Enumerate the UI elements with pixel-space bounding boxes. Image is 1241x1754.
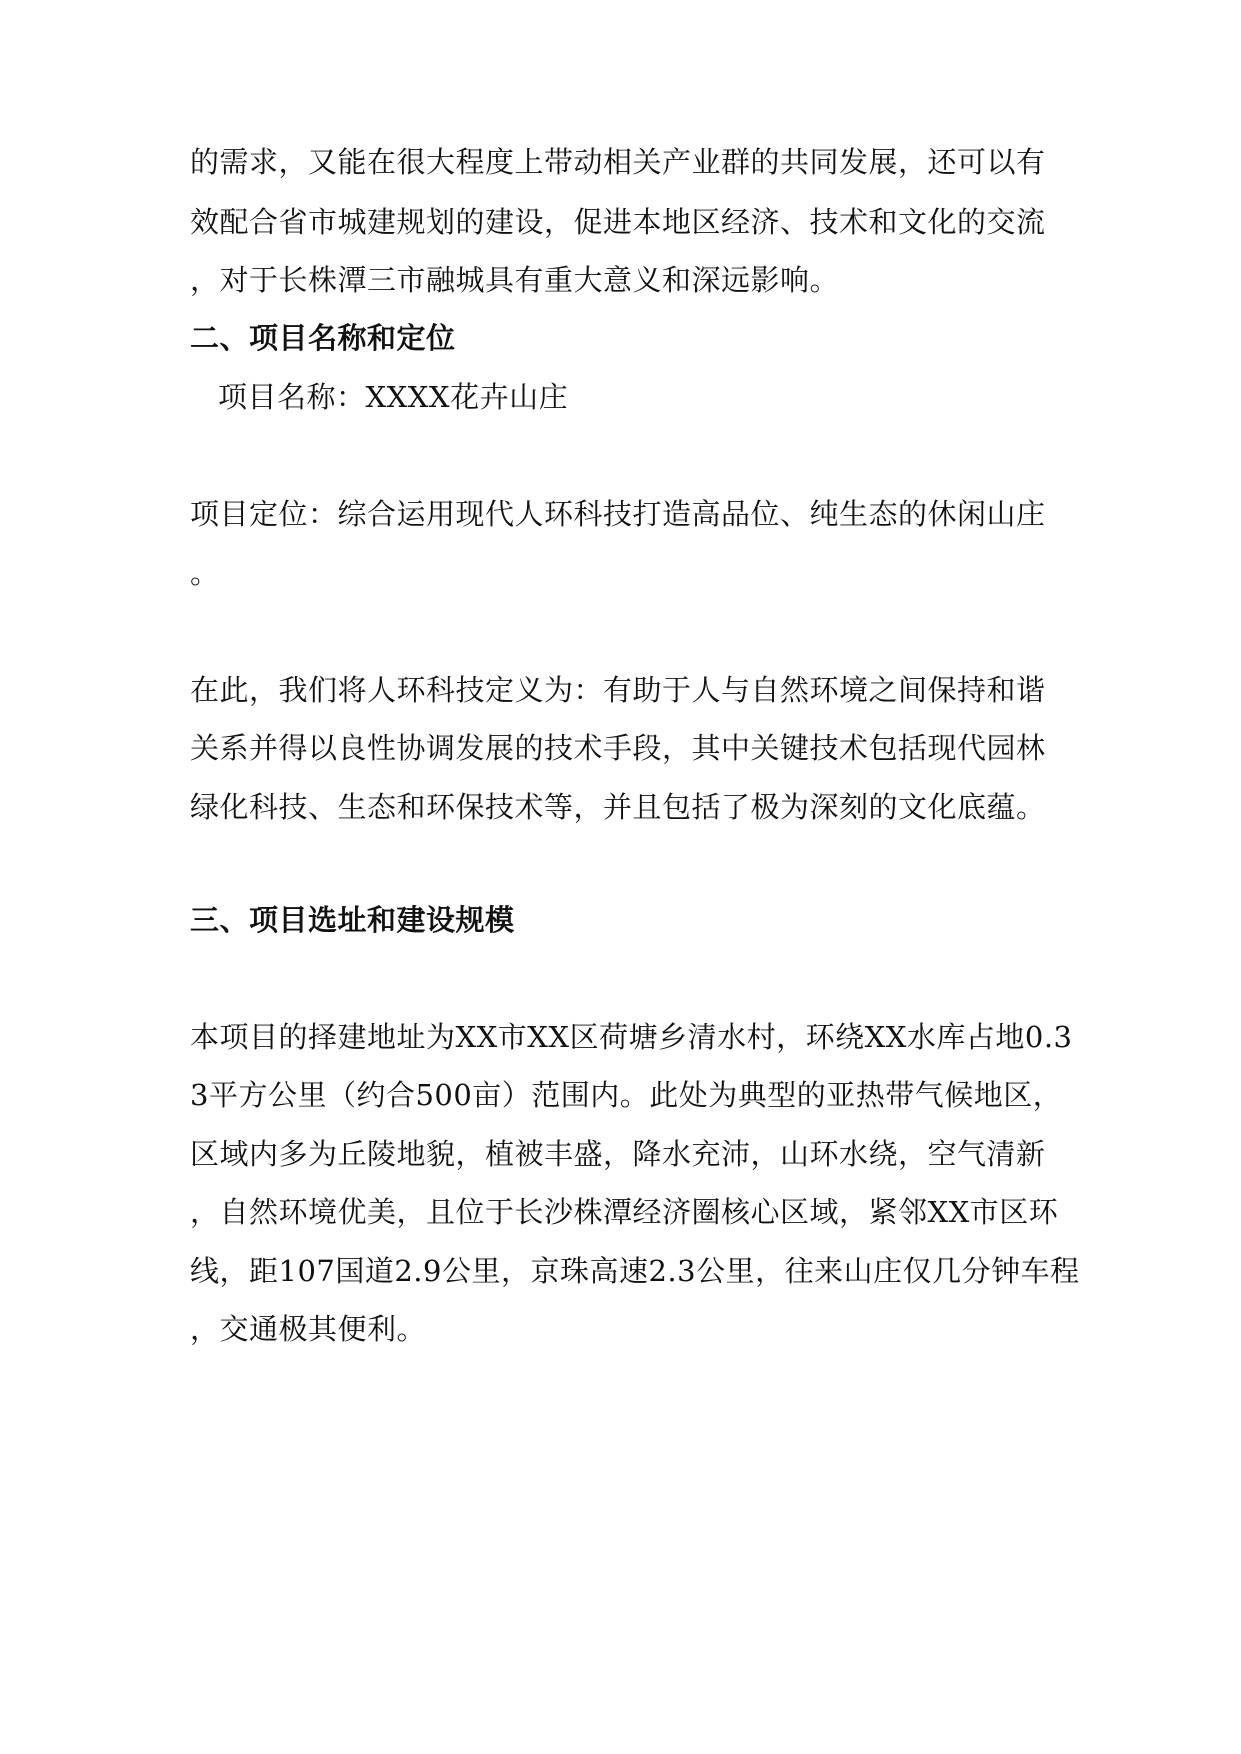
definition-line-3: 绿化科技、生态和环保技术等，并且包括了极为深刻的文化底蕴。: [190, 790, 1046, 824]
intro-line-3: ，对于长株潭三市融城具有重大意义和深远影响。: [190, 263, 840, 297]
site-line-4: ，自然环境优美，且位于长沙株潭经济圈核心区域，紧邻XX市区环: [190, 1195, 1059, 1229]
site-line-3: 区域内多为丘陵地貌，植被丰盛，降水充沛，山环水绕，空气清新: [190, 1137, 1046, 1171]
section2-heading: 二、项目名称和定位: [190, 321, 456, 355]
site-line-5: 线，距107国道2.9公里，京珠高速2.3公里，往来山庄仅几分钟车程: [190, 1254, 1080, 1288]
definition-line-1: 在此，我们将人环科技定义为：有助于人与自然环境之间保持和谐: [190, 673, 1046, 707]
definition-line-2: 关系并得以良性协调发展的技术手段，其中关键技术包括现代园林: [190, 731, 1046, 765]
site-line-1: 本项目的择建地址为XX市XX区荷塘乡清水村，环绕XX水库占地0.3: [190, 1020, 1073, 1054]
site-line-2: 3平方公里（约合500亩）范围内。此处为典型的亚热带气候地区，: [190, 1078, 1063, 1112]
project-name-line: 项目名称：XXXX花卉山庄: [218, 380, 569, 414]
positioning-line-2: 。: [190, 556, 220, 590]
site-line-6: ，交通极其便利。: [190, 1312, 427, 1346]
positioning-line-1: 项目定位：综合运用现代人环科技打造高品位、纯生态的休闲山庄: [190, 497, 1046, 531]
intro-line-1: 的需求，又能在很大程度上带动相关产业群的共同发展，还可以有: [190, 145, 1046, 179]
section3-heading: 三、项目选址和建设规模: [190, 903, 515, 937]
intro-line-2: 效配合省市城建规划的建设，促进本地区经济、技术和文化的交流: [190, 205, 1046, 239]
